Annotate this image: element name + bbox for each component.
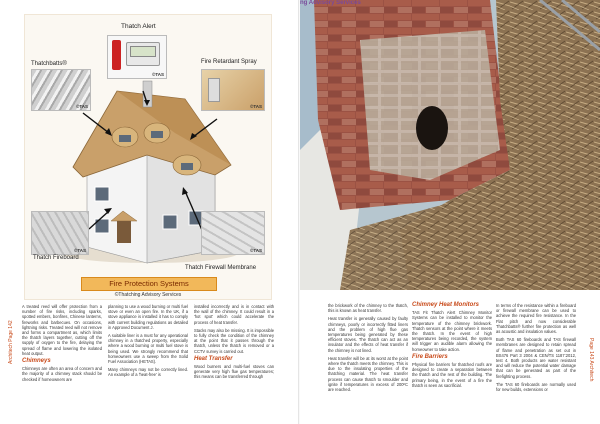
paragraph: A treated reed will offer protection from a number of fire risks, including sparks, spotted embers, bonfires, Chinese lanterns, fireworks and barbecues. On occasions, lightning risks. Treated reed will not remove and forms a compartment as, which limits the thatch layers together, cutting off the supply of oxygen to the fire, delaying the spread of flame and lowering the isolated heat output. (22, 304, 102, 356)
left-page-footer: Architech Page 142 (8, 320, 14, 364)
right-text-column-3 (496, 303, 576, 395)
paragraph: the brickwork of the chimney to the thatch, this is known as heat transfer. (328, 303, 408, 314)
paragraph: A suitable liner is a must for any operational chimney in a thatched property, especially where a wood burning or multi fuel stove is being used. We strongly recommend that homeowners use a sweep from the Solid Fuel Association (HETAS). (108, 333, 188, 365)
paragraph: Wood burners and multi-fuel stoves can generate very high flue gas temperatures; this means can be transferred through (194, 364, 274, 380)
brand-mark: ©TAS (250, 248, 262, 253)
alert-monitor-icon (126, 42, 160, 66)
left-page (0, 0, 299, 424)
paragraph: Physical fire barriers for thatched roofs are designed to create a separation between the thatch and the rest of the building. The primary being, in the event of a fire the thatch is seen as sacrificial. (412, 362, 492, 388)
paragraph: The TAS 60 fireboards are normally used for new builds, extensions or (496, 381, 576, 393)
paragraph: Both TAS 60 fireboards and TAS firewall membranes are designed to retain spread of flame and penetration as set out in BS476 Part 3 2004 & CEN/TS 1187:2012, test 4. Both products are water resistant and will reduce the potential water damage that can be generated as part of the firefighting process. (496, 337, 576, 379)
inset-thatch-alert (107, 35, 167, 79)
paragraph: Chimneys are often an area of concern and the majority of a chimney stack should be checked if homeowners are (22, 366, 102, 382)
brand-mark: ©TAS (152, 72, 164, 77)
alert-sensor-icon (112, 40, 121, 70)
paragraph: planning to use a wood burning or multi fuel stove or even an open fire. In the UK, if a stove appliance is installed it has to comply with current building regulations as detailed in Approved Document J. (108, 304, 188, 330)
heading-heat-transfer: Heat Transfer (194, 355, 233, 362)
inset-firewall-membrane (201, 211, 265, 255)
spray-nozzle-icon (208, 78, 220, 102)
left-text-column-3 (194, 304, 274, 383)
heading-fire-barriers: Fire Barriers (412, 353, 448, 360)
heading-chimney-heat-monitors: Chimney Heat Monitors (412, 302, 480, 308)
brand-mark: ©TAS (74, 248, 86, 253)
paragraph: Many chimneys may not be correctly lined. An example of a 'heat-free' is (108, 367, 188, 378)
site-header: ng Advisory Services (300, 0, 361, 6)
left-text-column-2 (108, 304, 188, 381)
fire-protection-banner: Fire Protection Systems (81, 277, 217, 291)
paragraph: Stacks may also be missing. It is impossible to fully check the condition of the chimney at the point that it passes through the thatch, unless the thatch is removed or a CCTV survey is carried out. (194, 327, 274, 354)
right-page (300, 0, 600, 424)
label-fire-retardant-spray: Fire Retardant Spray (201, 59, 257, 65)
heading-chimneys: Chimneys (22, 358, 51, 365)
right-text-column-1 (328, 303, 408, 395)
paragraph: Heat transfer is generally caused by faulty chimneys, poorly or incorrectly fitted liners and the problem of high flue gas temperatures being generated by these efficient stoves. The thatch can act as an insulator and the effects of heat transfer if the chimney is not lined. (328, 316, 408, 353)
right-text-column-2 (412, 300, 492, 391)
label-firewall-membrane: Thatch Firewall Membrane (185, 265, 257, 271)
label-thatchbatts: Thatchbatts® (31, 61, 67, 67)
label-thatch-fireboard: Thatch Fireboard (33, 255, 79, 261)
right-page-footer: Page 143 Architech (588, 338, 594, 382)
chimney-thatch-photo (300, 0, 600, 290)
paragraph: In terms of the resistance within a fireboard or firewall membrane can be used to achieve the required fire resistance. In the Flat pitch and now considerable Thatchbatts® further fire protection as well as acoustic and insulation values. (496, 303, 576, 335)
label-thatch-alert: Thatch Alert (121, 23, 156, 30)
paragraph: installed incorrectly and is in contact with the wall of the chimney. It could result in a 'hot spot' which could accelerate the process of heat transfer. (194, 304, 274, 325)
inset-fire-retardant-spray (201, 69, 265, 111)
inset-thatchbatts (31, 69, 91, 111)
fire-protection-diagram (24, 14, 272, 300)
paragraph: Heat transfer will be at its worst at the point where the thatch meets the chimney. This is due to the insulating properties of the thatching material. The heat transfer process can cause thatch to smoulder and ignite if temperatures in excess of 200ºC are reached. (328, 355, 408, 393)
inset-thatch-fireboard (31, 211, 89, 255)
diagram-copyright: ©Thatching Advisory Services (114, 292, 182, 298)
paragraph: TAS Fit Thatch Alert Chimney Monitor Systems can be installed to monitor the temperature of the chimney brickwork. Thatch sensors at the point where it meets the thatch. In the event of high temperatures being recorded, the system will trigger an audible alarm allowing the homeowner to take action. (412, 310, 492, 352)
brand-mark: ©TAS (76, 104, 88, 109)
brand-mark: ©TAS (250, 104, 262, 109)
left-text-column-1 (22, 304, 102, 385)
